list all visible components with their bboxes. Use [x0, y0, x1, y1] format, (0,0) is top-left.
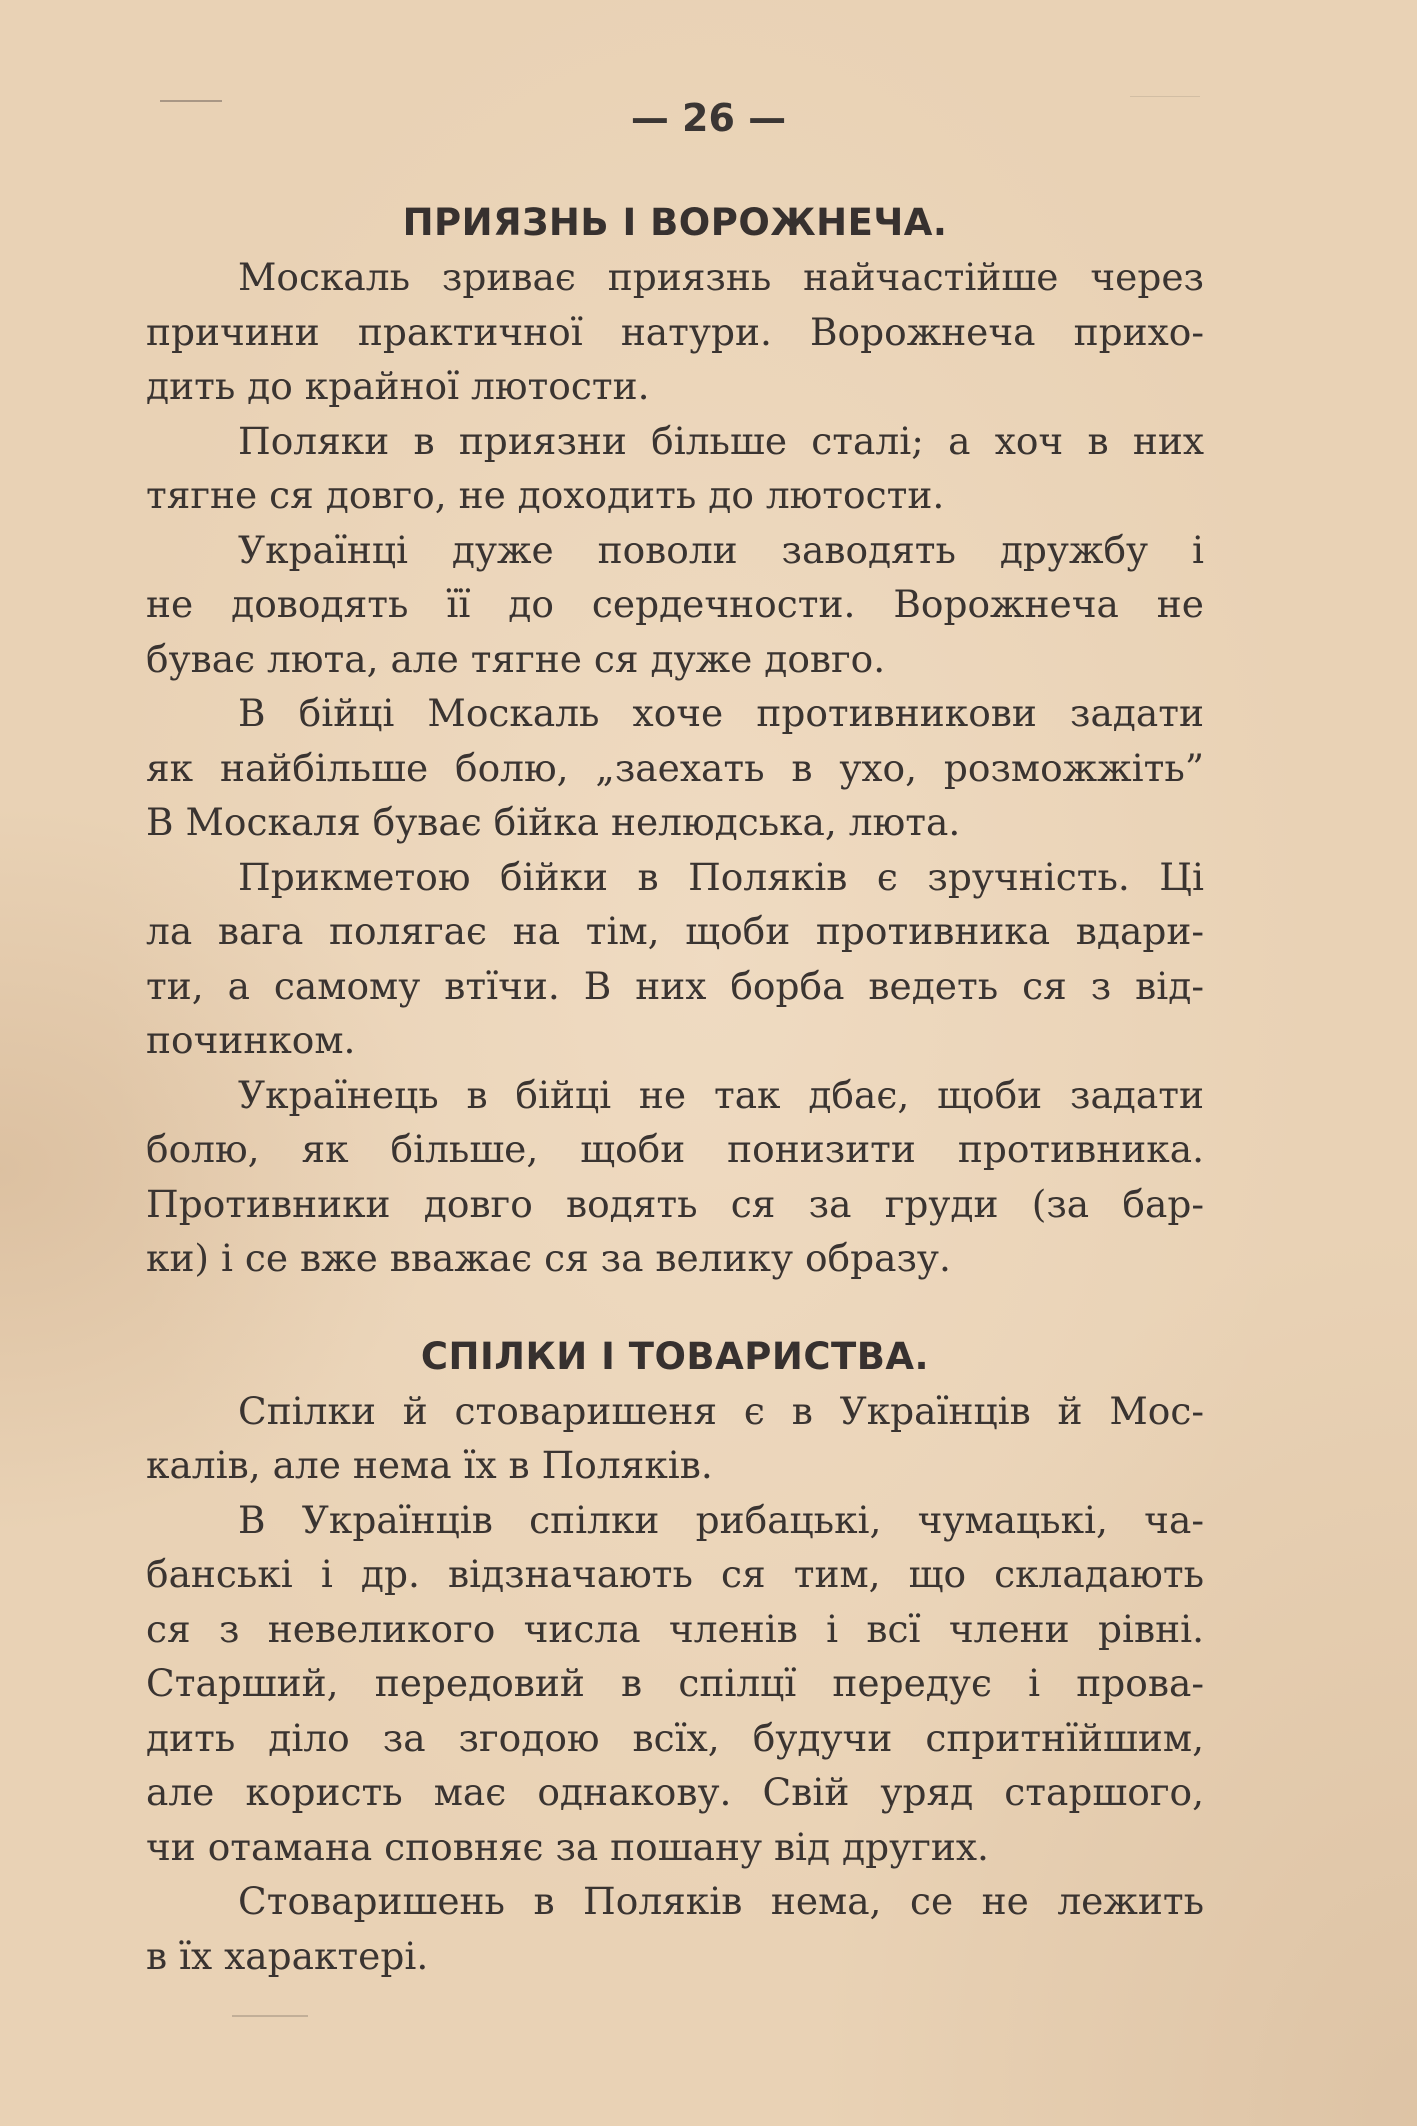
section-heading: ПРИЯЗНЬ І ВОРОЖНЕЧА. [402, 201, 948, 244]
text-line: В Москаля буває бійка нелюдська, люта. [146, 800, 961, 844]
text-line: як найбільше болю, „заехать в ухо, розможжіть” [146, 745, 1204, 790]
paragraph [146, 1493, 1204, 1875]
text-line: буває люта, але тягне ся дуже довго. [146, 636, 886, 681]
section-heading: СПІЛКИ І ТОВАРИСТВА. [420, 1334, 930, 1378]
text-line: калів, але нема їх в Поляків. [146, 1443, 713, 1487]
text-line: Спілки й стоваришеня є в Українців й Мос- [238, 1388, 1204, 1433]
text-line: починком. [146, 1018, 356, 1062]
text-line: причини практичної натури. Ворожнеча прихо- [146, 309, 1204, 354]
paragraph [146, 686, 1204, 850]
paragraph [146, 1068, 1204, 1286]
text-line: болю, як більше, щоби понизити противника. [146, 1127, 1204, 1171]
text-line: банські і др. відзначають ся тим, що складають [146, 1552, 1204, 1596]
paragraph [146, 250, 1204, 414]
paragraph [146, 523, 1204, 687]
page-body [146, 196, 1204, 1983]
paragraph [146, 414, 1204, 523]
printer-mark [232, 2015, 308, 2017]
text-line: дить до крайної лютости. [146, 364, 650, 408]
text-line: не доводять її до сердечности. Ворожнеча не [146, 582, 1204, 626]
text-line: Поляки в приязни більше сталі; а хоч в них [238, 418, 1204, 463]
text-line: ки) і се вже вважає ся за велику образу. [146, 1236, 951, 1280]
text-line: Прикметою бійки в Поляків є зручність. Ці [238, 854, 1204, 899]
text-line: ти, а самому втїчи. В них борба ведеть ся з від- [146, 963, 1204, 1008]
text-line: ла вага полягає на тім, щоби противника вдари- [146, 909, 1204, 953]
text-line: ся з невеликого числа членів і всї члени рівні. [146, 1606, 1204, 1651]
text-line: Москаль зриває приязнь найчастійше через [238, 255, 1204, 299]
page-number: — 26 — [630, 96, 787, 140]
text-line: тягне ся довго, не доходить до лютости. [146, 473, 945, 517]
text-line: Українець в бійці не так дбає, щоби задати [238, 1072, 1204, 1117]
paragraph [146, 1874, 1204, 1983]
text-line: Стоваришень в Поляків нема, се не лежить [238, 1879, 1204, 1923]
text-line: Противники довго водять ся за груди (за бар- [146, 1181, 1204, 1226]
text-line: В Українців спілки рибацькі, чумацькі, ча- [238, 1497, 1204, 1542]
text-line: В бійці Москаль хоче противникови задати [238, 691, 1204, 735]
text-line: в їх характері. [146, 1933, 429, 1978]
text-line: дить діло за згодою всїх, будучи спритнїйшим, [146, 1715, 1204, 1760]
paragraph [146, 850, 1204, 1068]
text-line: Старший, передовий в спілцї передує і прова- [146, 1661, 1204, 1705]
text-line: Українці дуже поволи заводять дружбу і [238, 527, 1204, 572]
text-line: чи отамана сповняє за пошану від других. [146, 1824, 989, 1869]
text-line: але користь має однакову. Свій уряд старшого, [146, 1770, 1204, 1814]
paragraph [146, 1384, 1204, 1493]
